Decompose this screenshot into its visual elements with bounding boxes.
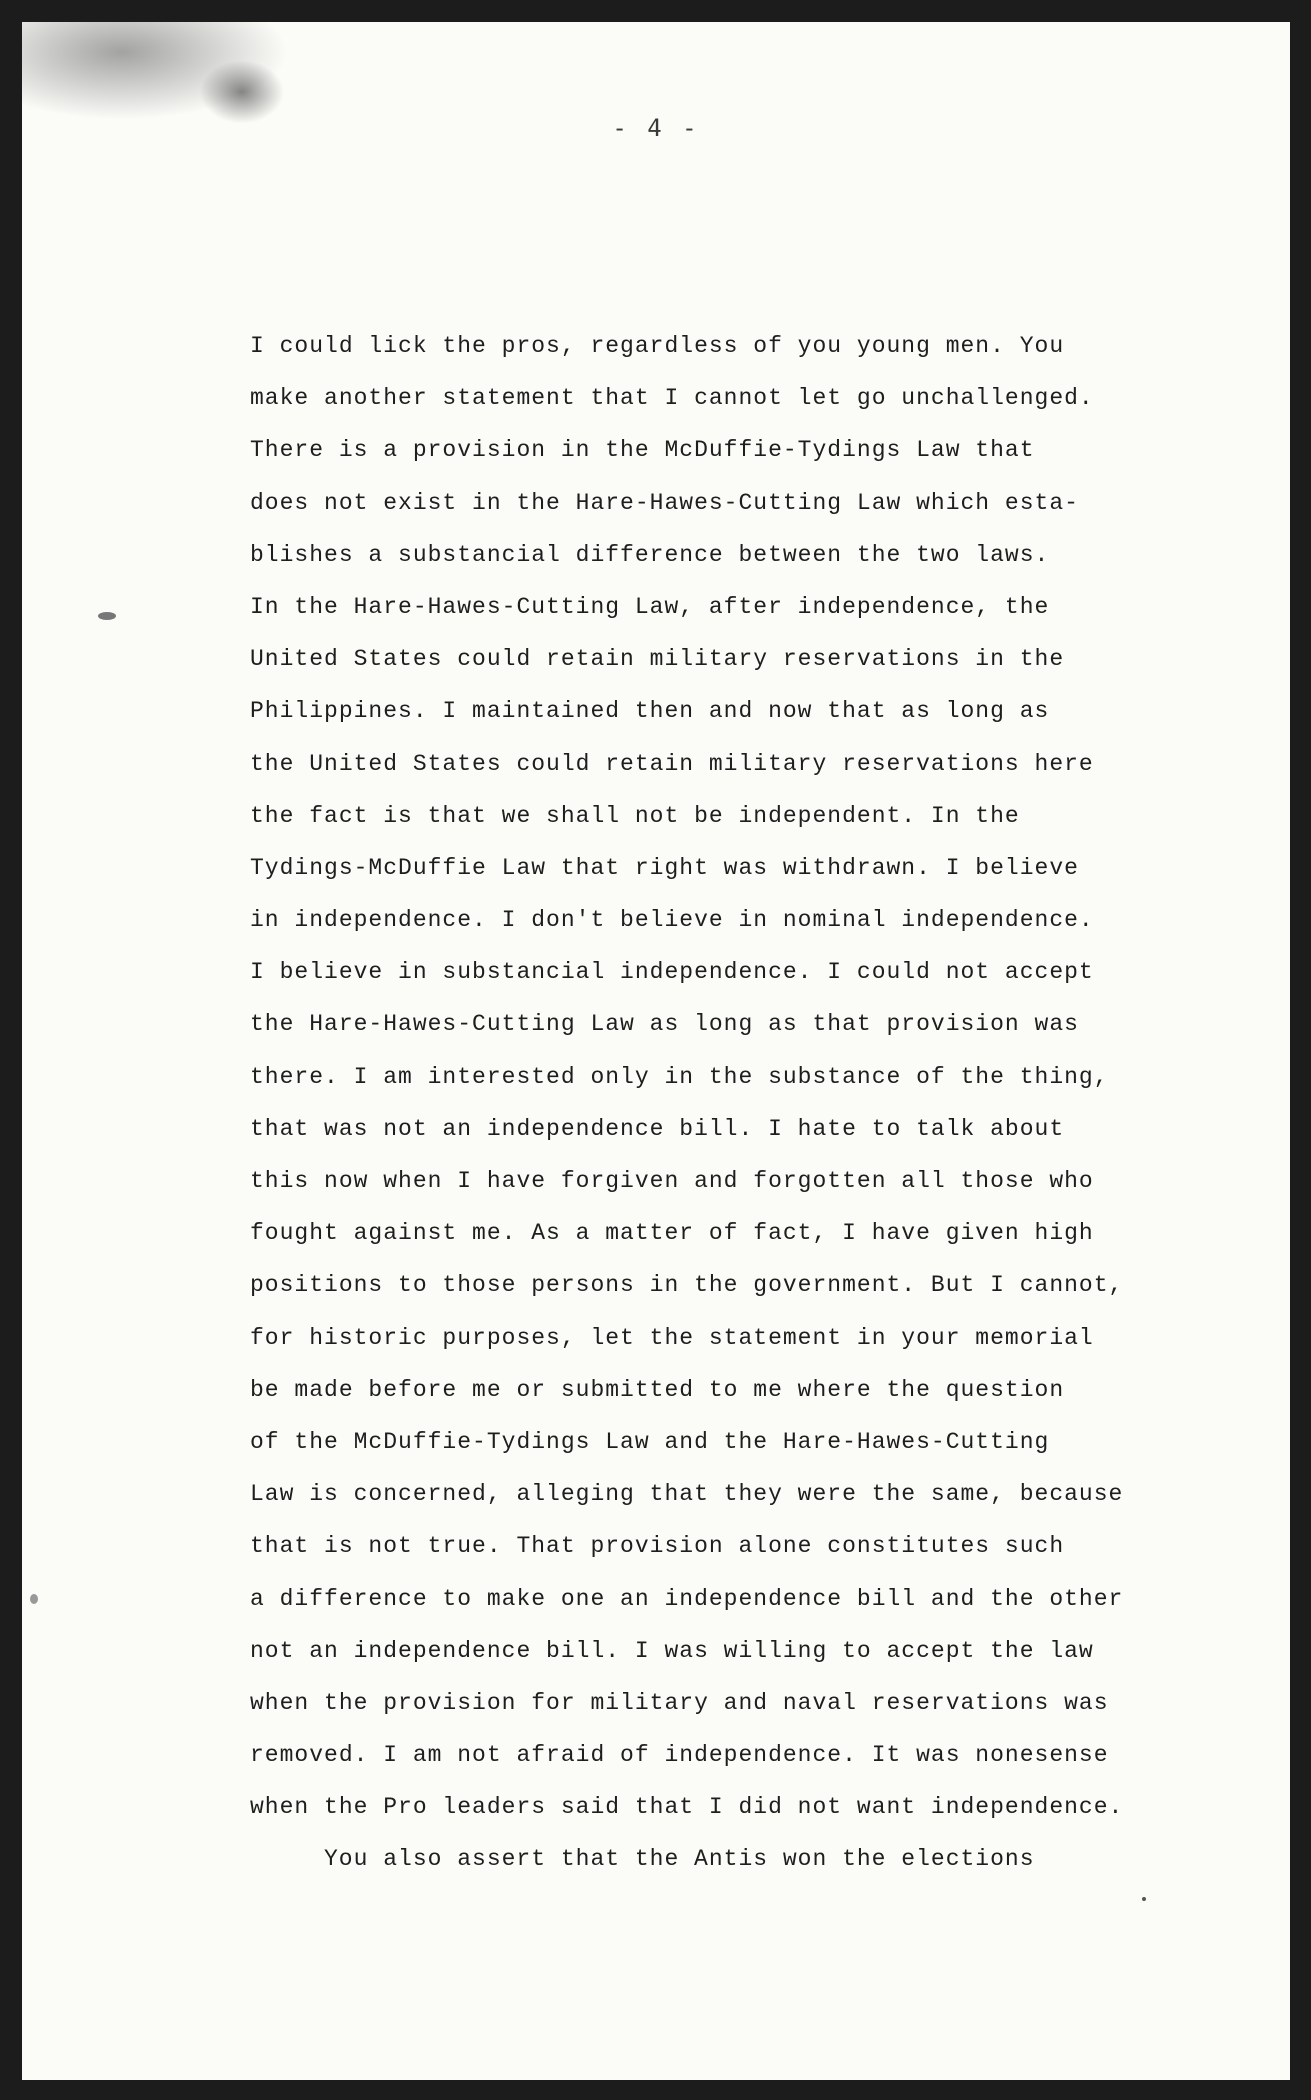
text-line: I could lick the pros, regardless of you young men. You bbox=[250, 333, 1065, 359]
text-line: There is a provision in the McDuffie-Tydings Law that bbox=[250, 437, 1035, 464]
text-line: blishes a substancial difference between the two laws. bbox=[250, 541, 1050, 568]
text-line: the fact is that we shall not be independent. In the bbox=[250, 802, 1020, 829]
text-line: In the Hare-Hawes-Cutting Law, after independence, the bbox=[250, 593, 1050, 620]
text-line: Tydings-McDuffie Law that right was withdrawn. I believe bbox=[250, 854, 1079, 881]
text-line: I believe in substancial independence. I could not accept bbox=[250, 959, 1094, 986]
ink-speck bbox=[30, 1594, 38, 1604]
text-line: United States could retain military reservations in the bbox=[250, 646, 1065, 673]
text-line: Law is concerned, alleging that they were the same, because bbox=[250, 1481, 1124, 1508]
text-line: the United States could retain military reservations here bbox=[250, 750, 1094, 777]
ink-speck bbox=[1142, 1897, 1146, 1901]
text-line: fought against me. As a matter of fact, I have given high bbox=[250, 1220, 1094, 1247]
text-line: not an independence bill. I was willing to accept the law bbox=[250, 1637, 1094, 1664]
text-line: for historic purposes, let the statement in your memorial bbox=[250, 1324, 1094, 1351]
letter-body bbox=[250, 320, 1230, 1886]
text-line: Philippines. I maintained then and now that as long as bbox=[250, 698, 1050, 725]
text-line: be made before me or submitted to me where the question bbox=[250, 1376, 1065, 1403]
text-line: that was not an independence bill. I hate to talk about bbox=[250, 1115, 1065, 1142]
text-line: positions to those persons in the government. But I cannot, bbox=[250, 1272, 1124, 1299]
text-line: when the provision for military and naval reservations was bbox=[250, 1689, 1109, 1716]
ink-speck bbox=[98, 612, 116, 620]
text-line: the Hare-Hawes-Cutting Law as long as that provision was bbox=[250, 1011, 1079, 1038]
text-line: that is not true. That provision alone constitutes such bbox=[250, 1533, 1065, 1560]
text-line: there. I am interested only in the substance of the thing, bbox=[250, 1063, 1109, 1090]
text-line: make another statement that I cannot let go unchallenged. bbox=[250, 385, 1094, 412]
text-line: in independence. I don't believe in nominal independence. bbox=[250, 907, 1094, 934]
page-number: - 4 - bbox=[612, 114, 700, 142]
text-line: of the McDuffie-Tydings Law and the Hare-Hawes-Cutting bbox=[250, 1428, 1050, 1455]
document-page bbox=[22, 22, 1290, 2080]
text-line-paragraph-start: You also assert that the Antis won the elections bbox=[324, 1846, 1035, 1873]
water-stain bbox=[22, 22, 352, 197]
text-line: this now when I have forgiven and forgotten all those who bbox=[250, 1168, 1094, 1194]
text-line: removed. I am not afraid of independence. It was nonesense bbox=[250, 1742, 1109, 1769]
text-line: when the Pro leaders said that I did not want independence. bbox=[250, 1794, 1124, 1821]
text-line: does not exist in the Hare-Hawes-Cutting Law which esta- bbox=[250, 489, 1079, 516]
text-line: a difference to make one an independence bill and the other bbox=[250, 1585, 1124, 1612]
